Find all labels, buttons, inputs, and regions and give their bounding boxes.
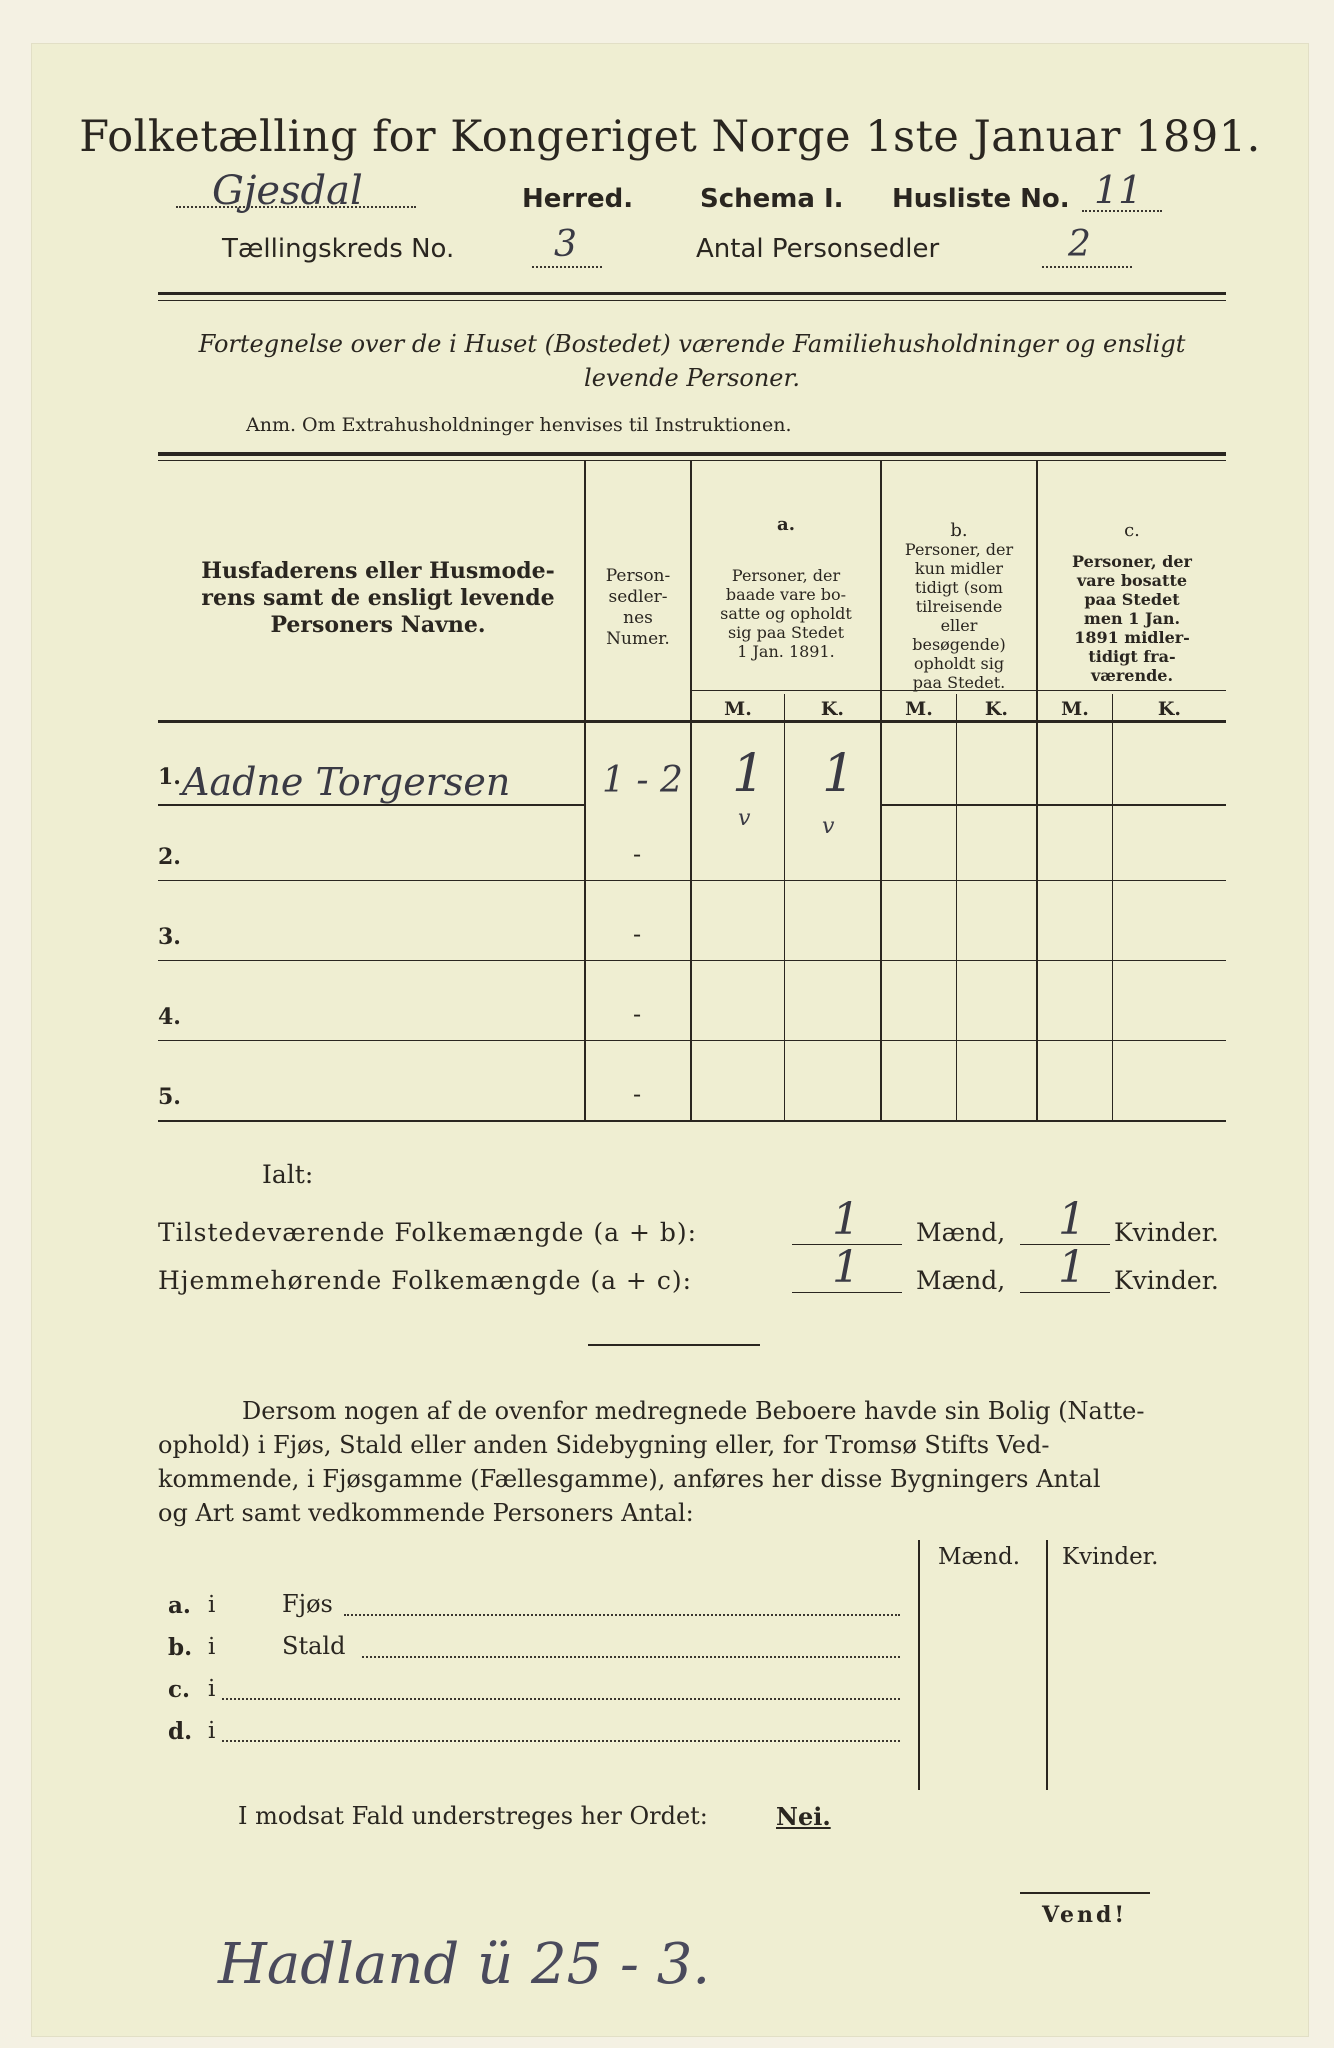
col-divider-b-mk (956, 694, 957, 1122)
modsat-text: I modsat Fald understreges her Ordet: (238, 1802, 708, 1830)
col-c-line-4: men 1 Jan. (1083, 609, 1181, 628)
table-bottom-rule (158, 1120, 1226, 1122)
col-b-line-5: eller (940, 616, 978, 635)
col-c-letter: c. (1124, 520, 1140, 541)
b-m-label: M. (905, 698, 933, 720)
row-3-number: 3. (158, 924, 181, 950)
row-3-num: - (632, 920, 642, 948)
building-d-dots (222, 1740, 900, 1742)
row-4-num: - (632, 1000, 642, 1028)
row-3-line (158, 960, 1226, 961)
tilstede-maend-label: Mænd, (916, 1218, 1006, 1247)
col-a-line-5: 1 Jan. 1891. (737, 642, 835, 661)
header-rule-1 (158, 292, 1226, 295)
row-2-number: 2. (158, 844, 181, 870)
buildings-maend-header: Mænd. (938, 1544, 1021, 1570)
row-1-name: Aadne Torgersen (182, 760, 511, 804)
building-b-prep: i (208, 1634, 216, 1660)
row-4-line (158, 1040, 1226, 1041)
building-d-prep: i (208, 1718, 216, 1744)
footer-handwriting: Hadland ü 25 - 3. (218, 1932, 711, 1997)
col-b-line-4: tilreisende (915, 597, 1003, 616)
col-name-header-line-2: rens samt de ensligt levende (201, 585, 555, 611)
col-a-letter: a. (777, 514, 795, 535)
row-1-check-k: v (822, 814, 835, 839)
row-2-line (158, 880, 1226, 881)
col-c-line-1: Personer, der (1072, 552, 1192, 571)
building-a-letter: a. (168, 1592, 191, 1619)
col-name-header-line-3: Personers Navne. (270, 612, 486, 638)
census-form-page (32, 44, 1308, 2036)
herred-label: Herred. (522, 184, 634, 214)
col-num-line-4: Numer. (606, 629, 670, 649)
row-2-num: - (632, 840, 642, 868)
a-k-label: K. (820, 698, 845, 720)
col-num-header (586, 566, 690, 650)
separator-rule (588, 1344, 760, 1346)
antal-label: Antal Personsedler (696, 234, 940, 264)
tilstede-maend-value: 1 (832, 1194, 860, 1245)
schema-label: Schema I. (700, 184, 844, 214)
buildings-col-divider-2 (1046, 1540, 1048, 1790)
form-title: Folketælling for Kongeriget Norge 1ste Januar 1891. (79, 112, 1261, 162)
col-divider-name (584, 460, 586, 1122)
row-5-num: - (632, 1080, 642, 1108)
anm-note: Anm. Om Extrahusholdninger henvises til Instruktionen. (246, 414, 792, 436)
b-k-label: K. (984, 698, 1009, 720)
vend-label: Vend! (1042, 1902, 1128, 1928)
building-c-prep: i (208, 1676, 216, 1702)
hjemme-kvinder-value: 1 (1058, 1242, 1086, 1293)
col-b-line-1: Personer, der (904, 540, 1014, 559)
subtitle-line-1: Fortegnelse over de i Huset (Bostedet) værende Familiehusholdninger og ensligt (198, 330, 1186, 358)
building-d-letter: d. (168, 1718, 193, 1745)
col-b-line-8: paa Stedet. (912, 673, 1006, 692)
buildings-kvinder-header: Kvinder. (1062, 1544, 1159, 1570)
header-rule-2 (158, 300, 1226, 301)
col-name-header (172, 558, 584, 639)
row-1-right-line (880, 804, 1226, 806)
building-b-name: Stald (282, 1632, 346, 1660)
kreds-value: 3 (554, 224, 577, 265)
hjemme-maend-label: Mænd, (916, 1266, 1006, 1295)
ialt-label: Ialt: (262, 1160, 314, 1189)
col-c-line-2: vare bosatte (1076, 571, 1188, 590)
row-1-check-m: v (738, 806, 751, 831)
row-4-number: 4. (158, 1004, 181, 1030)
col-c-header (1038, 552, 1226, 685)
c-k-label: K. (1157, 698, 1182, 720)
col-a-header (692, 566, 880, 661)
row-1-number: 1. (158, 764, 181, 790)
row-5-number: 5. (158, 1084, 181, 1110)
col-b-header (882, 540, 1036, 692)
buildings-col-divider-1 (918, 1540, 920, 1790)
col-a-line-2: baade vare bo- (725, 585, 847, 604)
building-c-letter: c. (168, 1676, 191, 1703)
paragraph-line-4: og Art samt vedkommende Personers Antal: (158, 1499, 694, 1527)
tilstede-kvinder-value: 1 (1058, 1194, 1086, 1245)
col-b-line-2: kun midler (914, 559, 1004, 578)
c-m-label: M. (1061, 698, 1089, 720)
col-c-line-5: 1891 midler- (1074, 628, 1190, 647)
husliste-value: 11 (1094, 168, 1143, 212)
col-num-line-2: sedler- (608, 587, 668, 607)
building-a-prep: i (208, 1592, 216, 1618)
table-header-bottom-rule (158, 720, 1226, 723)
hjemme-maend-value: 1 (832, 1242, 860, 1293)
hjemme-label: Hjemmehørende Folkemængde (a + c): (158, 1266, 692, 1295)
hjemme-kvinder-label: Kvinder. (1114, 1266, 1219, 1295)
subtitle-line-2: levende Personer. (584, 364, 800, 392)
col-b-letter: b. (950, 520, 968, 541)
a-m-label: M. (724, 698, 752, 720)
herred-value: Gjesdal (212, 168, 363, 214)
paragraph-line-3: kommende, i Fjøsgamme (Fællesgamme), anføres her disse Bygningers Antal (158, 1465, 1101, 1493)
tilstede-label: Tilstedeværende Folkemængde (a + b): (158, 1218, 698, 1247)
kreds-dotted-line (532, 266, 602, 268)
kreds-label: Tællingskreds No. (222, 234, 455, 264)
col-num-line-1: Person- (605, 566, 671, 586)
buildings-paragraph (158, 1394, 1228, 1530)
antal-dotted-line (1042, 266, 1132, 268)
col-a-line-3: satte og opholdt (720, 604, 852, 623)
col-c-line-7: værende. (1090, 666, 1174, 685)
col-c-line-3: paa Stedet (1084, 590, 1180, 609)
col-b-line-6: besøgende) (912, 635, 1006, 654)
col-a-line-1: Personer, der (731, 566, 841, 585)
table-top-rule-thin (158, 460, 1226, 461)
building-b-dots (362, 1656, 900, 1658)
col-divider-c-mk (1112, 694, 1113, 1122)
antal-value: 2 (1068, 224, 1091, 265)
col-name-header-line-1: Husfaderens eller Husmode- (201, 558, 555, 584)
building-a-name: Fjøs (282, 1590, 333, 1618)
col-divider-num (690, 460, 692, 1122)
husliste-label: Husliste No. (892, 184, 1070, 214)
col-b-line-7: opholdt sig (913, 654, 1005, 673)
col-c-line-6: tidigt fra- (1088, 647, 1176, 666)
building-c-dots (222, 1698, 900, 1700)
modsat-word: Nei. (776, 1802, 831, 1831)
vend-rule (1020, 1892, 1150, 1894)
col-b-line-3: tidigt (som (915, 578, 1003, 597)
row-1-a-k: 1 (822, 744, 856, 804)
tilstede-kvinder-label: Kvinder. (1114, 1218, 1219, 1247)
col-a-line-4: sig paa Stedet (727, 623, 845, 642)
row-1-num: 1 - 2 (602, 760, 683, 801)
col-divider-a-mk (784, 694, 785, 1122)
paragraph-line-1: Dersom nogen af de ovenfor medregnede Beboere havde sin Bolig (Natte- (242, 1397, 1145, 1425)
row-1-a-m: 1 (732, 744, 766, 804)
col-num-line-3: nes (623, 608, 653, 628)
paragraph-line-2: ophold) i Fjøs, Stald eller anden Sidebygning eller, for Tromsø Stifts Ved- (158, 1431, 1050, 1459)
table-top-rule (158, 452, 1226, 456)
building-b-letter: b. (168, 1634, 193, 1661)
row-1-name-line (158, 804, 584, 806)
building-a-dots (344, 1614, 900, 1616)
